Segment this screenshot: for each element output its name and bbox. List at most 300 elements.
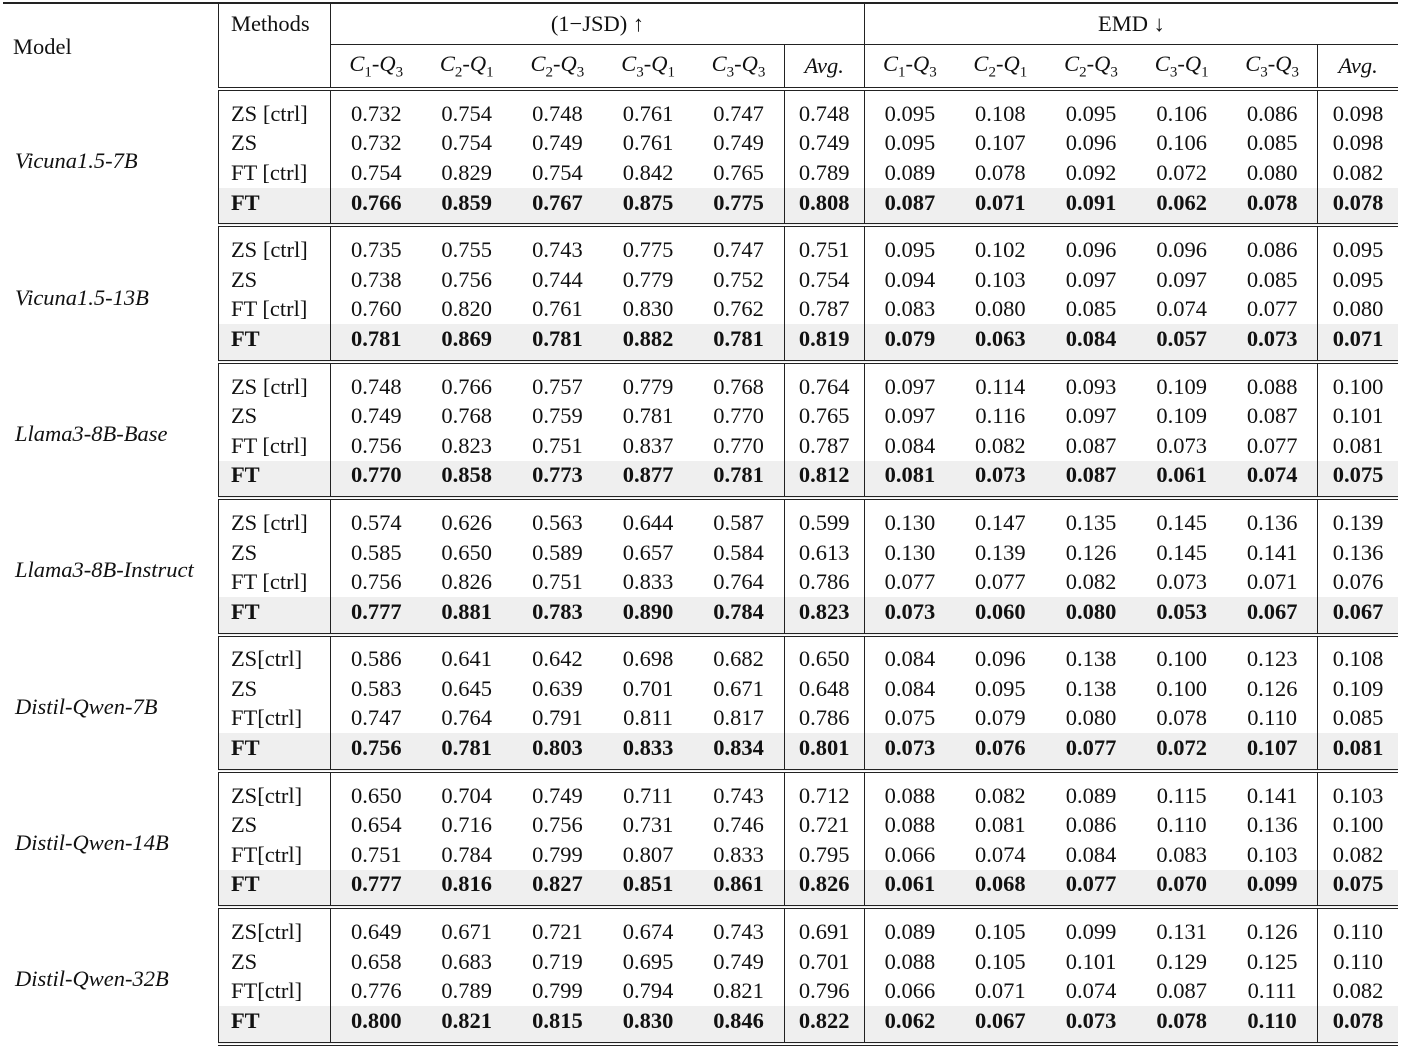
emd-avg-cell: 0.095 <box>1318 225 1398 265</box>
emd-value-cell: 0.100 <box>1156 675 1207 701</box>
emd-value-cell: 0.087 <box>1246 403 1298 429</box>
method-cell: FT <box>218 1006 330 1044</box>
emd-value-cell: 0.071 <box>975 978 1026 1004</box>
jsd-value-cell: 0.754 <box>532 159 583 185</box>
method-cell: FT [ctrl] <box>218 567 330 597</box>
jsd-value-cell: 0.817 <box>713 705 764 731</box>
jsd-avg-cell: 0.648 <box>784 674 864 704</box>
jsd-value-cell: 0.815 <box>512 1006 603 1044</box>
emd-avg-cell: 0.085 <box>1318 704 1398 734</box>
emd-value-cell: 0.085 <box>1065 296 1117 322</box>
jsd-value-cell: 0.820 <box>441 296 493 322</box>
header-row-1 <box>3 3 1398 45</box>
emd-value-cell: 0.077 <box>864 567 955 597</box>
emd-value-cell: 0.097 <box>1065 266 1117 292</box>
method-cell: ZS [ctrl] <box>218 362 330 402</box>
jsd-avg-cell: 0.801 <box>784 733 864 771</box>
emd-value-cell: 0.138 <box>1065 646 1117 672</box>
emd-avg-cell: 0.110 <box>1318 947 1398 977</box>
emd-value-cell: 0.077 <box>1246 432 1298 458</box>
emd-value-cell: 0.067 <box>1227 597 1318 635</box>
emd-value-cell: 0.105 <box>975 948 1026 974</box>
jsd-value-cell: 0.761 <box>622 130 674 156</box>
jsd-value-cell: 0.833 <box>622 569 674 595</box>
jsd-value-cell: 0.779 <box>622 266 674 292</box>
jsd-avg-cell: 0.599 <box>784 498 864 538</box>
emd-avg-header: Avg. <box>1318 45 1398 90</box>
jsd-avg-cell: 0.787 <box>784 295 864 325</box>
emd-value-cell: 0.130 <box>864 498 955 538</box>
jsd-value-cell: 0.704 <box>441 782 493 808</box>
jsd-value-cell: 0.754 <box>331 158 422 188</box>
jsd-avg-cell: 0.754 <box>784 265 864 295</box>
emd-value-cell: 0.110 <box>1247 705 1298 731</box>
emd-value-cell: 0.141 <box>1246 539 1298 565</box>
model-name-cell: Llama3-8B-Base <box>15 420 168 446</box>
jsd-value-cell: 0.754 <box>441 100 493 126</box>
emd-value-cell: 0.100 <box>1156 646 1207 672</box>
emd-value-cell: 0.116 <box>975 403 1026 429</box>
jsd-value-cell: 0.751 <box>331 840 422 870</box>
results-table-container <box>3 2 1398 1046</box>
emd-value-cell: 0.099 <box>1227 870 1318 908</box>
method-cell: ZS <box>218 265 330 295</box>
emd-subheader: $C_3-Q_3$ <box>1227 45 1318 90</box>
emd-value-cell: 0.080 <box>1046 597 1137 635</box>
jsd-value-cell: 0.789 <box>441 978 493 1004</box>
jsd-value-cell: 0.877 <box>603 461 694 499</box>
emd-value-cell: 0.097 <box>864 362 955 402</box>
emd-value-cell: 0.057 <box>1136 324 1227 362</box>
emd-value-cell: 0.084 <box>1046 324 1137 362</box>
method-cell: ZS [ctrl] <box>218 498 330 538</box>
emd-subheader: $C_1-Q_3$ <box>864 45 955 90</box>
emd-avg-cell: 0.076 <box>1318 567 1398 597</box>
jsd-value-cell: 0.851 <box>603 870 694 908</box>
jsd-subheader: $C_3-Q_1$ <box>603 45 694 90</box>
jsd-value-cell: 0.738 <box>331 265 422 295</box>
jsd-subheader: $C_3-Q_3$ <box>693 45 784 90</box>
jsd-value-cell: 0.748 <box>331 362 422 402</box>
emd-value-cell: 0.093 <box>1065 373 1117 399</box>
jsd-value-cell: 0.721 <box>532 919 583 945</box>
emd-value-cell: 0.096 <box>1065 237 1117 263</box>
emd-value-cell: 0.095 <box>864 225 955 265</box>
jsd-value-cell: 0.751 <box>532 432 583 458</box>
jsd-avg-cell: 0.712 <box>784 771 864 811</box>
jsd-value-cell: 0.751 <box>532 569 583 595</box>
emd-value-cell: 0.139 <box>975 539 1026 565</box>
emd-value-cell: 0.066 <box>864 976 955 1006</box>
emd-value-cell: 0.071 <box>955 188 1046 226</box>
emd-value-cell: 0.063 <box>955 324 1046 362</box>
emd-value-cell: 0.114 <box>975 373 1026 399</box>
model-name-cell: Distil-Qwen-32B <box>15 966 169 992</box>
emd-value-cell: 0.109 <box>1156 373 1207 399</box>
jsd-value-cell: 0.757 <box>532 373 583 399</box>
emd-value-cell: 0.097 <box>864 401 955 431</box>
emd-value-cell: 0.125 <box>1246 948 1298 974</box>
emd-value-cell: 0.076 <box>955 733 1046 771</box>
emd-value-cell: 0.084 <box>864 431 955 461</box>
jsd-value-cell: 0.834 <box>693 733 784 771</box>
jsd-avg-cell: 0.751 <box>784 225 864 265</box>
method-cell: ZS [ctrl] <box>218 89 330 129</box>
jsd-subheader: $C_1-Q_3$ <box>331 45 422 90</box>
emd-value-cell: 0.088 <box>864 810 955 840</box>
jsd-value-cell: 0.875 <box>603 188 694 226</box>
emd-value-cell: 0.070 <box>1136 870 1227 908</box>
methods-column-header-spacer <box>218 45 330 90</box>
emd-value-cell: 0.068 <box>955 870 1046 908</box>
emd-value-cell: 0.096 <box>1065 130 1117 156</box>
jsd-value-cell: 0.784 <box>441 841 493 867</box>
emd-value-cell: 0.084 <box>864 674 955 704</box>
jsd-value-cell: 0.829 <box>441 159 493 185</box>
jsd-value-cell: 0.781 <box>512 324 603 362</box>
emd-value-cell: 0.072 <box>1136 733 1227 771</box>
emd-value-cell: 0.088 <box>864 947 955 977</box>
jsd-value-cell: 0.800 <box>331 1006 422 1044</box>
emd-avg-cell: 0.110 <box>1318 907 1398 947</box>
jsd-value-cell: 0.833 <box>603 733 694 771</box>
method-cell: FT [ctrl] <box>218 158 330 188</box>
jsd-value-cell: 0.764 <box>713 569 764 595</box>
jsd-value-cell: 0.650 <box>331 771 422 811</box>
emd-value-cell: 0.079 <box>864 324 955 362</box>
jsd-value-cell: 0.826 <box>441 569 493 595</box>
emd-value-cell: 0.073 <box>1156 432 1207 458</box>
jsd-value-cell: 0.747 <box>713 100 764 126</box>
method-cell: FT[ctrl] <box>218 704 330 734</box>
emd-value-cell: 0.077 <box>975 569 1026 595</box>
emd-avg-cell: 0.098 <box>1318 129 1398 159</box>
emd-value-cell: 0.060 <box>955 597 1046 635</box>
emd-value-cell: 0.082 <box>1065 569 1117 595</box>
emd-value-cell: 0.073 <box>1156 569 1207 595</box>
table-row <box>3 498 1398 538</box>
jsd-value-cell: 0.649 <box>331 907 422 947</box>
emd-subheader: $C_2-Q_1$ <box>955 45 1046 90</box>
emd-avg-cell: 0.078 <box>1318 1006 1398 1044</box>
jsd-value-cell: 0.574 <box>331 498 422 538</box>
emd-value-cell: 0.062 <box>1136 188 1227 226</box>
emd-value-cell: 0.073 <box>955 461 1046 499</box>
table-row <box>3 771 1398 811</box>
emd-value-cell: 0.102 <box>975 237 1026 263</box>
emd-value-cell: 0.141 <box>1246 782 1298 808</box>
jsd-value-cell: 0.756 <box>331 733 422 771</box>
emd-avg-cell: 0.109 <box>1318 674 1398 704</box>
table-row <box>3 225 1398 265</box>
jsd-value-cell: 0.756 <box>441 266 493 292</box>
jsd-avg-cell: 0.691 <box>784 907 864 947</box>
emd-value-cell: 0.066 <box>864 840 955 870</box>
method-cell: FT <box>218 188 330 226</box>
jsd-value-cell: 0.658 <box>331 947 422 977</box>
jsd-value-cell: 0.752 <box>713 266 764 292</box>
jsd-value-cell: 0.781 <box>622 403 674 429</box>
jsd-value-cell: 0.756 <box>331 567 422 597</box>
emd-value-cell: 0.110 <box>1156 812 1207 838</box>
jsd-value-cell: 0.732 <box>331 89 422 129</box>
emd-value-cell: 0.074 <box>1156 296 1207 322</box>
emd-value-cell: 0.123 <box>1246 646 1298 672</box>
method-cell: FT <box>218 870 330 908</box>
jsd-avg-cell: 0.822 <box>784 1006 864 1044</box>
emd-value-cell: 0.082 <box>975 782 1026 808</box>
emd-avg-cell: 0.081 <box>1318 733 1398 771</box>
emd-value-cell: 0.106 <box>1156 100 1207 126</box>
emd-avg-cell: 0.080 <box>1318 295 1398 325</box>
emd-value-cell: 0.061 <box>1136 461 1227 499</box>
jsd-value-cell: 0.777 <box>331 597 422 635</box>
jsd-value-cell: 0.756 <box>331 431 422 461</box>
jsd-avg-cell: 0.808 <box>784 188 864 226</box>
jsd-value-cell: 0.768 <box>713 373 764 399</box>
emd-value-cell: 0.075 <box>864 704 955 734</box>
jsd-value-cell: 0.881 <box>421 597 512 635</box>
jsd-value-cell: 0.781 <box>693 324 784 362</box>
method-cell: FT[ctrl] <box>218 976 330 1006</box>
jsd-value-cell: 0.654 <box>331 810 422 840</box>
emd-avg-cell: 0.098 <box>1318 89 1398 129</box>
method-cell: FT [ctrl] <box>218 295 330 325</box>
jsd-avg-cell: 0.812 <box>784 461 864 499</box>
jsd-value-cell: 0.760 <box>331 295 422 325</box>
jsd-value-cell: 0.749 <box>532 130 583 156</box>
jsd-value-cell: 0.642 <box>532 646 583 672</box>
emd-value-cell: 0.135 <box>1065 509 1117 535</box>
jsd-value-cell: 0.754 <box>441 130 493 156</box>
emd-value-cell: 0.073 <box>1046 1006 1137 1044</box>
emd-value-cell: 0.105 <box>975 919 1026 945</box>
jsd-value-cell: 0.764 <box>441 705 493 731</box>
emd-value-cell: 0.084 <box>1065 841 1117 867</box>
emd-value-cell: 0.080 <box>1246 159 1298 185</box>
model-name-cell: Distil-Qwen-14B <box>15 830 169 856</box>
jsd-value-cell: 0.799 <box>532 978 583 1004</box>
emd-value-cell: 0.074 <box>1065 978 1117 1004</box>
jsd-value-cell: 0.811 <box>623 705 673 731</box>
model-name-cell: Distil-Qwen-7B <box>15 693 158 719</box>
emd-value-cell: 0.077 <box>1046 870 1137 908</box>
method-cell: FT <box>218 597 330 635</box>
jsd-value-cell: 0.770 <box>713 403 764 429</box>
jsd-value-cell: 0.587 <box>713 509 764 535</box>
emd-value-cell: 0.078 <box>1227 188 1318 226</box>
emd-value-cell: 0.136 <box>1246 812 1298 838</box>
emd-value-cell: 0.089 <box>864 158 955 188</box>
emd-value-cell: 0.077 <box>1046 733 1137 771</box>
jsd-value-cell: 0.768 <box>441 403 493 429</box>
emd-value-cell: 0.145 <box>1156 539 1207 565</box>
emd-avg-cell: 0.075 <box>1318 870 1398 908</box>
emd-value-cell: 0.095 <box>1065 100 1117 126</box>
jsd-value-cell: 0.775 <box>622 237 674 263</box>
emd-value-cell: 0.106 <box>1156 130 1207 156</box>
method-cell: FT[ctrl] <box>218 840 330 870</box>
jsd-value-cell: 0.639 <box>532 675 583 701</box>
jsd-avg-cell: 0.786 <box>784 567 864 597</box>
jsd-value-cell: 0.846 <box>693 1006 784 1044</box>
jsd-value-cell: 0.830 <box>603 1006 694 1044</box>
jsd-value-cell: 0.770 <box>713 432 764 458</box>
emd-value-cell: 0.087 <box>1046 461 1137 499</box>
emd-value-cell: 0.089 <box>1065 782 1117 808</box>
jsd-value-cell: 0.759 <box>532 403 583 429</box>
jsd-value-cell: 0.732 <box>331 129 422 159</box>
emd-value-cell: 0.095 <box>975 675 1026 701</box>
method-cell: ZS <box>218 129 330 159</box>
emd-value-cell: 0.087 <box>1156 978 1207 1004</box>
emd-subheader: $C_2-Q_3$ <box>1046 45 1137 90</box>
emd-value-cell: 0.085 <box>1246 130 1298 156</box>
jsd-value-cell: 0.767 <box>512 188 603 226</box>
method-cell: ZS <box>218 810 330 840</box>
emd-group-header: EMD ↓ <box>864 3 1398 45</box>
jsd-value-cell: 0.770 <box>331 461 422 499</box>
jsd-value-cell: 0.682 <box>713 646 764 672</box>
jsd-value-cell: 0.743 <box>532 237 583 263</box>
jsd-value-cell: 0.583 <box>331 674 422 704</box>
jsd-value-cell: 0.807 <box>622 841 674 867</box>
method-cell: ZS [ctrl] <box>218 225 330 265</box>
jsd-avg-cell: 0.819 <box>784 324 864 362</box>
jsd-value-cell: 0.735 <box>331 225 422 265</box>
emd-value-cell: 0.136 <box>1246 509 1298 535</box>
jsd-value-cell: 0.882 <box>603 324 694 362</box>
jsd-avg-cell: 0.650 <box>784 635 864 675</box>
jsd-value-cell: 0.858 <box>421 461 512 499</box>
jsd-value-cell: 0.784 <box>693 597 784 635</box>
emd-value-cell: 0.079 <box>975 705 1026 731</box>
jsd-value-cell: 0.674 <box>622 919 674 945</box>
results-table-body <box>3 89 1398 1044</box>
emd-value-cell: 0.129 <box>1156 948 1207 974</box>
jsd-value-cell: 0.816 <box>421 870 512 908</box>
emd-avg-cell: 0.139 <box>1318 498 1398 538</box>
jsd-value-cell: 0.799 <box>532 841 583 867</box>
emd-value-cell: 0.067 <box>955 1006 1046 1044</box>
method-cell: ZS[ctrl] <box>218 771 330 811</box>
jsd-value-cell: 0.766 <box>331 188 422 226</box>
method-cell: ZS[ctrl] <box>218 907 330 947</box>
jsd-value-cell: 0.743 <box>713 782 764 808</box>
emd-value-cell: 0.078 <box>975 159 1026 185</box>
emd-value-cell: 0.086 <box>1246 100 1298 126</box>
emd-value-cell: 0.097 <box>1065 403 1117 429</box>
jsd-value-cell: 0.761 <box>532 296 583 322</box>
jsd-avg-cell: 0.748 <box>784 89 864 129</box>
emd-avg-cell: 0.100 <box>1318 810 1398 840</box>
emd-value-cell: 0.072 <box>1156 159 1207 185</box>
emd-value-cell: 0.073 <box>864 733 955 771</box>
jsd-value-cell: 0.589 <box>532 539 583 565</box>
emd-avg-cell: 0.078 <box>1318 188 1398 226</box>
jsd-value-cell: 0.563 <box>532 509 583 535</box>
emd-value-cell: 0.126 <box>1246 675 1298 701</box>
jsd-value-cell: 0.626 <box>441 509 493 535</box>
emd-value-cell: 0.080 <box>975 296 1026 322</box>
jsd-avg-cell: 0.613 <box>784 538 864 568</box>
emd-value-cell: 0.089 <box>864 907 955 947</box>
emd-value-cell: 0.115 <box>1156 782 1207 808</box>
jsd-avg-cell: 0.789 <box>784 158 864 188</box>
jsd-value-cell: 0.890 <box>603 597 694 635</box>
emd-value-cell: 0.099 <box>1065 919 1117 945</box>
jsd-avg-cell: 0.787 <box>784 431 864 461</box>
model-name-cell: Vicuna1.5-13B <box>15 284 149 310</box>
jsd-value-cell: 0.719 <box>532 948 583 974</box>
jsd-group-header: (1−JSD) ↑ <box>331 3 865 45</box>
emd-avg-cell: 0.136 <box>1318 538 1398 568</box>
jsd-value-cell: 0.671 <box>441 919 493 945</box>
jsd-avg-cell: 0.764 <box>784 362 864 402</box>
jsd-value-cell: 0.743 <box>713 919 764 945</box>
emd-value-cell: 0.078 <box>1136 1006 1227 1044</box>
emd-value-cell: 0.082 <box>975 432 1026 458</box>
emd-avg-cell: 0.082 <box>1318 840 1398 870</box>
emd-subheader: $C_3-Q_1$ <box>1136 45 1227 90</box>
jsd-value-cell: 0.827 <box>512 870 603 908</box>
results-table <box>3 2 1398 1046</box>
jsd-value-cell: 0.859 <box>421 188 512 226</box>
jsd-avg-cell: 0.765 <box>784 401 864 431</box>
method-cell: ZS <box>218 674 330 704</box>
jsd-value-cell: 0.821 <box>421 1006 512 1044</box>
jsd-value-cell: 0.765 <box>713 159 764 185</box>
jsd-avg-header: Avg. <box>784 45 864 90</box>
emd-avg-cell: 0.081 <box>1318 431 1398 461</box>
jsd-value-cell: 0.747 <box>331 704 422 734</box>
jsd-value-cell: 0.791 <box>532 705 583 731</box>
emd-value-cell: 0.081 <box>975 812 1026 838</box>
emd-value-cell: 0.107 <box>1227 733 1318 771</box>
jsd-value-cell: 0.711 <box>623 782 673 808</box>
jsd-value-cell: 0.749 <box>713 130 764 156</box>
emd-value-cell: 0.084 <box>864 635 955 675</box>
jsd-avg-cell: 0.786 <box>784 704 864 734</box>
emd-value-cell: 0.111 <box>1247 978 1297 1004</box>
jsd-value-cell: 0.781 <box>331 324 422 362</box>
emd-avg-cell: 0.067 <box>1318 597 1398 635</box>
jsd-value-cell: 0.585 <box>331 538 422 568</box>
emd-value-cell: 0.103 <box>975 266 1026 292</box>
jsd-value-cell: 0.695 <box>622 948 674 974</box>
jsd-value-cell: 0.869 <box>421 324 512 362</box>
method-cell: ZS <box>218 538 330 568</box>
methods-column-header: Methods <box>218 3 330 45</box>
jsd-avg-cell: 0.826 <box>784 870 864 908</box>
emd-value-cell: 0.080 <box>1065 705 1117 731</box>
table-row <box>3 362 1398 402</box>
jsd-value-cell: 0.761 <box>622 100 674 126</box>
jsd-value-cell: 0.803 <box>512 733 603 771</box>
emd-value-cell: 0.145 <box>1156 509 1207 535</box>
emd-value-cell: 0.073 <box>864 597 955 635</box>
jsd-value-cell: 0.586 <box>331 635 422 675</box>
model-column-header: Model <box>3 3 218 89</box>
emd-avg-cell: 0.075 <box>1318 461 1398 499</box>
emd-value-cell: 0.126 <box>1065 539 1117 565</box>
jsd-value-cell: 0.749 <box>331 401 422 431</box>
emd-value-cell: 0.062 <box>864 1006 955 1044</box>
jsd-value-cell: 0.698 <box>622 646 674 672</box>
jsd-value-cell: 0.644 <box>622 509 674 535</box>
emd-value-cell: 0.088 <box>864 771 955 811</box>
emd-value-cell: 0.138 <box>1065 675 1117 701</box>
